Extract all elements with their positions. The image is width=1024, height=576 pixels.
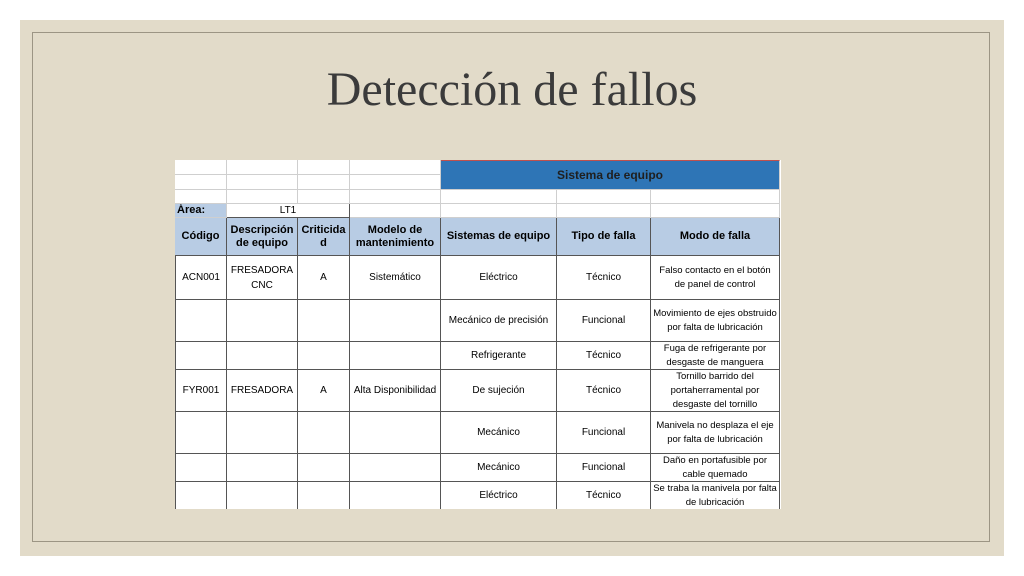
table-cell-criticidad[interactable]	[298, 482, 350, 509]
table-cell-sistema[interactable]: Refrigerante	[441, 342, 557, 370]
empty-cell[interactable]	[298, 190, 350, 204]
table-cell-codigo[interactable]	[175, 482, 227, 509]
table-cell-criticidad[interactable]: A	[298, 370, 350, 412]
table-cell-sistema[interactable]: Mecánico de precisión	[441, 300, 557, 342]
table-cell-codigo[interactable]	[175, 412, 227, 454]
table-cell-modo[interactable]: Fuga de refrigerante por desgaste de manguera	[651, 342, 780, 370]
table-cell-tipo[interactable]: Técnico	[557, 370, 651, 412]
table-cell-modo[interactable]: Falso contacto en el botón de panel de control	[651, 256, 780, 300]
table-cell-modo[interactable]: Manivela no desplaza el eje por falta de lubricación	[651, 412, 780, 454]
table-cell-criticidad[interactable]	[298, 342, 350, 370]
table-cell-modelo[interactable]	[350, 482, 441, 509]
table-cell-criticidad[interactable]: A	[298, 256, 350, 300]
column-header-modelo[interactable]: Modelo de mantenimiento	[350, 218, 441, 256]
empty-cell[interactable]	[557, 190, 651, 204]
table-cell-tipo[interactable]: Funcional	[557, 412, 651, 454]
column-header-modo[interactable]: Modo de falla	[651, 218, 780, 256]
column-header-codigo[interactable]: Código	[175, 218, 227, 256]
empty-cell[interactable]	[227, 175, 298, 190]
table-cell-descripcion[interactable]: FRESADORA CNC	[227, 256, 298, 300]
table-cell-modelo[interactable]	[350, 300, 441, 342]
column-header-tipo[interactable]: Tipo de falla	[557, 218, 651, 256]
empty-cell[interactable]	[441, 204, 557, 218]
empty-cell[interactable]	[298, 160, 350, 175]
empty-cell[interactable]	[350, 175, 441, 190]
table-cell-sistema[interactable]: De sujeción	[441, 370, 557, 412]
table-cell-criticidad[interactable]	[298, 412, 350, 454]
table-cell-sistema[interactable]: Eléctrico	[441, 482, 557, 509]
table-cell-codigo[interactable]	[175, 300, 227, 342]
empty-cell[interactable]	[175, 175, 227, 190]
column-header-descripcion[interactable]: Descripción de equipo	[227, 218, 298, 256]
table-cell-modelo[interactable]	[350, 412, 441, 454]
table-cell-descripcion[interactable]	[227, 300, 298, 342]
empty-cell[interactable]	[175, 160, 227, 175]
empty-cell[interactable]	[350, 204, 441, 218]
column-header-criticidad[interactable]: Criticida d	[298, 218, 350, 256]
table-cell-tipo[interactable]: Funcional	[557, 454, 651, 482]
empty-cell[interactable]	[441, 190, 557, 204]
empty-cell[interactable]	[227, 160, 298, 175]
table-cell-descripcion[interactable]	[227, 342, 298, 370]
empty-cell[interactable]	[227, 190, 298, 204]
table-cell-modo[interactable]: Tornillo barrido del portaherramental por desgaste del tornillo	[651, 370, 780, 412]
table-cell-modelo[interactable]	[350, 454, 441, 482]
table-cell-descripcion[interactable]	[227, 412, 298, 454]
table-cell-tipo[interactable]: Funcional	[557, 300, 651, 342]
table-cell-modelo[interactable]: Alta Disponibilidad	[350, 370, 441, 412]
table-cell-modo[interactable]: Se traba la manivela por falta de lubricación	[651, 482, 780, 509]
area-value[interactable]: LT1	[227, 204, 350, 218]
system-header[interactable]: Sistema de equipo	[441, 160, 780, 190]
table-cell-criticidad[interactable]	[298, 300, 350, 342]
empty-cell[interactable]	[298, 175, 350, 190]
empty-cell[interactable]	[350, 160, 441, 175]
empty-cell[interactable]	[350, 190, 441, 204]
table-cell-sistema[interactable]: Mecánico	[441, 412, 557, 454]
table-cell-descripcion[interactable]	[227, 454, 298, 482]
table-cell-sistema[interactable]: Eléctrico	[441, 256, 557, 300]
table-cell-modelo[interactable]: Sistemático	[350, 256, 441, 300]
table-cell-modelo[interactable]	[350, 342, 441, 370]
column-header-sistema[interactable]: Sistemas de equipo	[441, 218, 557, 256]
table-cell-codigo[interactable]: ACN001	[175, 256, 227, 300]
empty-cell[interactable]	[651, 190, 780, 204]
table-cell-codigo[interactable]	[175, 454, 227, 482]
table-cell-descripcion[interactable]	[227, 482, 298, 509]
table-cell-codigo[interactable]	[175, 342, 227, 370]
table-cell-codigo[interactable]: FYR001	[175, 370, 227, 412]
table-cell-modo[interactable]: Movimiento de ejes obstruido por falta de lubricación	[651, 300, 780, 342]
area-label[interactable]: Área:	[175, 204, 227, 218]
empty-cell[interactable]	[557, 204, 651, 218]
slide-title: Detección de fallos	[326, 63, 698, 116]
table-cell-descripcion[interactable]: FRESADORA	[227, 370, 298, 412]
table-cell-tipo[interactable]: Técnico	[557, 342, 651, 370]
table-cell-sistema[interactable]: Mecánico	[441, 454, 557, 482]
empty-cell[interactable]	[651, 204, 780, 218]
table-cell-tipo[interactable]: Técnico	[557, 256, 651, 300]
table-cell-modo[interactable]: Daño en portafusible por cable quemado	[651, 454, 780, 482]
table-cell-criticidad[interactable]	[298, 454, 350, 482]
table-cell-tipo[interactable]: Técnico	[557, 482, 651, 509]
spreadsheet	[175, 160, 781, 509]
empty-cell[interactable]	[175, 190, 227, 204]
